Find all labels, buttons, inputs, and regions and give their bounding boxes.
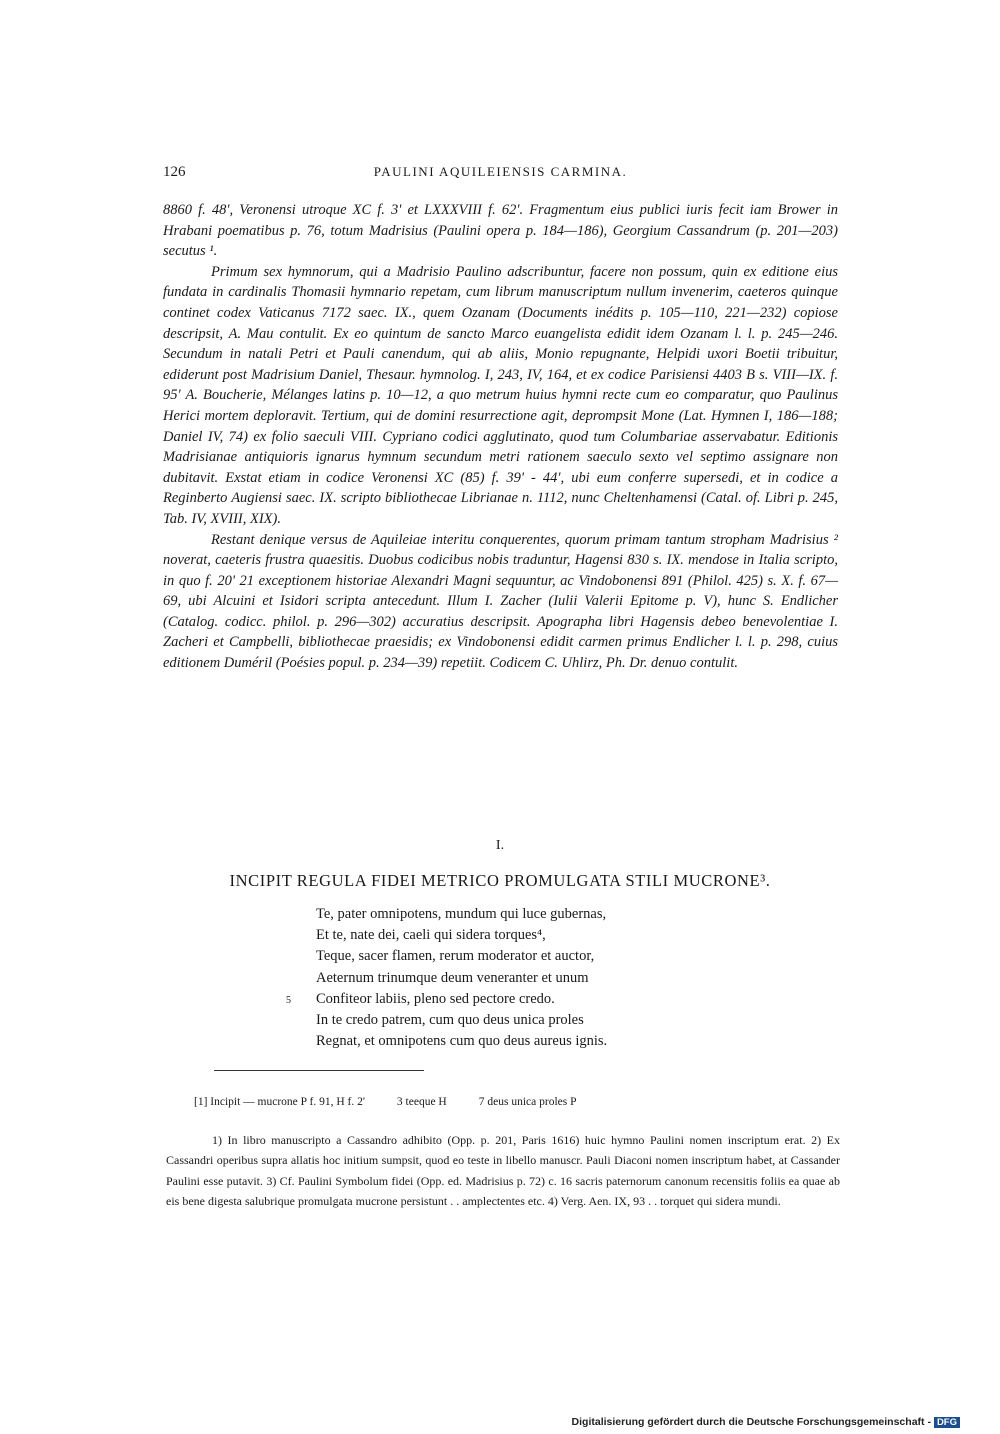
intro-paragraph: 8860 f. 48', Veronensi utroque XC f. 3' et LXXXVIII f. 62'. Fragmentum eius publici iuris fecit iam Brower in Hrabani poematibus p. 76, totum Madrisius (Paulini opera p. 184—186), Georgium Cassandrum (p. 201—203) secutus ¹.	[163, 202, 838, 260]
footnotes	[166, 1130, 840, 1211]
page-number: 126	[163, 164, 186, 180]
verse-line	[286, 946, 786, 967]
verse-line	[286, 989, 786, 1010]
apparatus-entry: 3 teeque H	[396, 1096, 447, 1108]
verse-text: In te credo patrem, cum quo deus unica proles	[316, 1012, 584, 1029]
apparatus-entry: [1] Incipit — mucrone P f. 91, H f. 2'	[194, 1096, 365, 1108]
intro-paragraph: Primum sex hymnorum, qui a Madrisio Paulino adscribuntur, facere non possum, quin ex editione eius fundata in cardinalis Thomasii hymnario repetam, cum librum manuscriptum nullum invenerim, caeteros quinque continet codex Vaticanus 7172 saec. IX., quem Ozanam (Documents inédits p. 105—110, 221—232) copiose descripsit, A. Mau contulit. Ex eo quintum de sancto Marco euangelista edidit idem Ozanam l. l. p. 245—246. Secundum in natali Petri et Pauli canendum, qui ab aliis, Monio repugnante, Helpidi uxori Boetii tribuitur, ediderunt post Madrisium Daniel, Thesaur. hymnolog. I, 243, IV, 164, et ex codice Parisiensi 4403 B s. VIII—IX. f. 95' A. Boucherie, Mélanges latins p. 10—12, a quo metrum huius hymni recte cum eo comparatur, quo Paulinus Herici mortem deploravit. Tertium, qui de domini resurrectione agit, deprompsit Mone (Lat. Hymnen I, 186—188; Daniel IV, 74) ex folio saeculi VIII. Cypriano codici agglutinato, quod tum Columbariae asservabatur. Editionis Madrisianae antiquioris ignarus hymnum secundum metri rationem saeculo sexto vel septimo assignare non dubitavit. Exstat etiam in codice Veronensi XC (85) f. 39' - 44', ubi eum conferre supersedi, et in codice a Reginberto Augiensi saec. IX. scripto bibliothecae Librianae n. 1112, nunc Cheltenhamensi (Catal. of. Libri p. 245, Tab. IV, XVIII, XIX).	[163, 263, 838, 527]
verse-text: Et te, nate dei, caeli qui sidera torques⁴,	[316, 927, 546, 944]
verse-text: Aeternum trinumque deum veneranter et unum	[316, 969, 589, 986]
line-number: 5	[286, 994, 291, 1006]
verse-line	[286, 1031, 786, 1052]
verse-text: Te, pater omnipotens, mundum qui luce gubernas,	[316, 906, 607, 922]
verse-line	[286, 1010, 786, 1031]
credit-text: Digitalisierung gefördert durch die Deutsche Forschungsgemeinschaft -	[571, 1416, 931, 1428]
verse-text: Teque, sacer flamen, rerum moderator et auctor,	[316, 948, 595, 965]
digitization-credit	[572, 1416, 960, 1428]
introduction-text	[163, 200, 838, 674]
verse-text: Regnat, et omnipotens cum quo deus aureus ignis.	[316, 1033, 608, 1050]
verse-line	[286, 968, 786, 989]
footnote-divider	[214, 1070, 424, 1071]
poem-title: INCIPIT REGULA FIDEI METRICO PROMULGATA STILI MUCRONE³.	[229, 871, 771, 890]
dfg-logo: DFG	[934, 1417, 960, 1428]
intro-paragraph: Restant denique versus de Aquileiae interitu conquerentes, quorum primam tantum stropham Madrisius ² noverat, caeteris frustra quaesitis. Duobus codicibus nobis traduntur, Hagensi 830 s. IX. mendose in Italia scripto, in quo f. 20' 21 exceptionem historiae Alexandri Magni sequuntur, ac Vindobonensi 891 (Philol. 425) s. X. f. 67—69, ubi Alcuini et Isidori scripta antecedunt. Illum I. Zacher (Iulii Valerii Epitome p. V), hunc S. Endlicher (Catalog. codicc. philol. p. 296—302) accuratius descripsit. Apographa libri Hagensis debeo benevolentiae I. Zacheri et Campbelli, bibliothecae praesidis; ex Vindobonensi edidit carmen primus Endlicher l. l. p. 298, cuius editionem Duméril (Poésies popul. p. 234—39) repetiit. Codicem C. Uhlirz, Ph. Dr. denuo contulit.	[163, 531, 838, 672]
footnote-text: 1) In libro manuscripto a Cassandro adhibito (Opp. p. 201, Paris 1616) huic hymno Paulini nomen inscriptum erat. 2) Ex Cassandri operibus supra allatis hoc initium sumpsit, quod eo teste in libello manuscr. Pauli Diaconi nomen inscriptum habet, at Cassander Paulini esse putavit. 3) Cf. Paulini Symbolum fidei (Opp. ed. Madrisius p. 72) c. 16 sacris paternorum canonum recensitis foliis ea quae ab eis bene digesta salubrique promulgata mucrone persistunt . . amplectentes etc. 4) Verg. Aen. IX, 93 . . torquet qui sidera mundi.	[166, 1133, 840, 1208]
verse-line	[286, 925, 786, 946]
page-header	[163, 164, 838, 188]
apparatus-entry: 7 deus unica proles P	[478, 1096, 577, 1108]
verse-text: Confiteor labiis, pleno sed pectore credo.	[316, 990, 555, 1007]
section-number: I.	[495, 838, 505, 853]
poem-verses	[286, 904, 786, 1052]
running-title: PAULINI AQUILEIENSIS CARMINA.	[373, 164, 628, 179]
verse-line	[286, 904, 786, 925]
critical-apparatus	[194, 1096, 834, 1108]
